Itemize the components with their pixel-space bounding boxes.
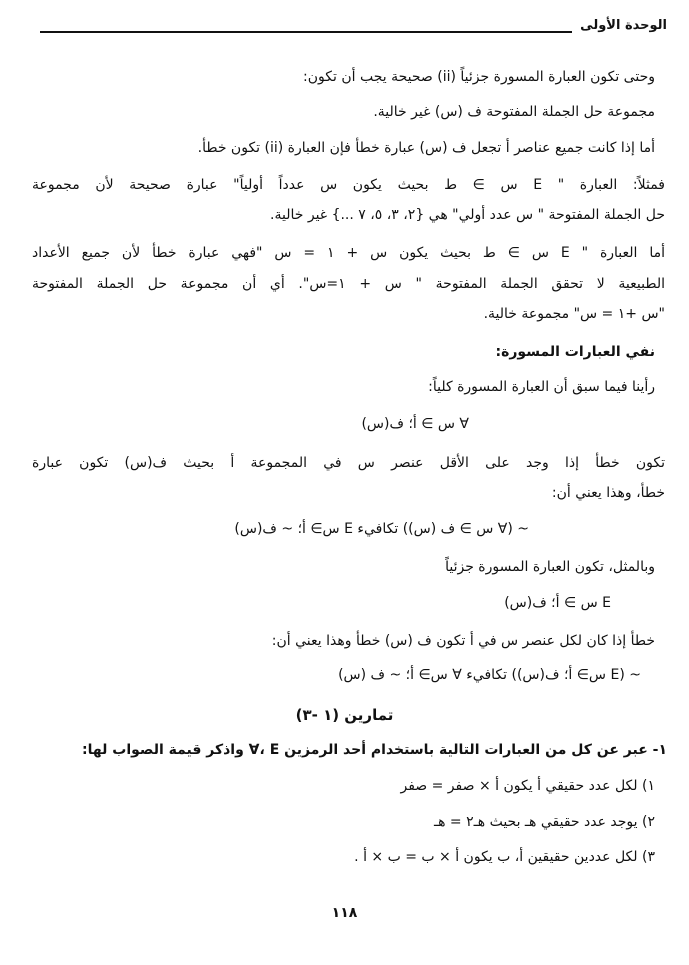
section-heading: نفي العبارات المسورة: [495,344,655,360]
exercise-item: ٣) لكل عددين حقيقين أ، ب يكون أ × ب = ب × أ . [354,849,655,865]
formula-line: ∀ س ∋ أ؛ ف(س) [361,416,469,432]
paragraph-line: أما إذا كانت جميع عناصر أ تجعل ف (س) عبارة خطأ فإن العبارة (ii) تكون خطأ. [197,140,655,156]
page-number: ١١٨ [331,905,358,921]
paragraph-line: خطأ إذا كان لكل عنصر س في أ تكون ف (س) خطأ وهذا يعني أن: [271,633,655,649]
paragraph-line: رأينا فيما سبق أن العبارة المسورة كلياً: [428,379,655,395]
paragraph-line: "س +١ = س" مجموعة خالية. [483,306,665,322]
exercise-item: ١) لكل عدد حقيقي أ يكون أ × صفر = صفر [400,778,655,794]
paragraph-line: حل الجملة المفتوحة " س عدد أولي" هي {٢، ٣، ٥، ٧ ...} غير خالية. [270,207,665,223]
formula-line: E س ∋ أ؛ ف(س) [504,595,611,611]
paragraph-line: خطأ، وهذا يعني أن: [551,485,665,501]
paragraph-line: وبالمثل، تكون العبارة المسورة جزئياً [445,559,655,575]
formula-line: ~ (E س∋ أ؛ ف(س)) تكافيء ∀ س∋ أ؛ ~ ف (س) [338,667,641,683]
formula-line: ~ (∀ س ∋ ف (س)) تكافيء E س∋ أ؛ ~ ف(س) [234,521,529,537]
exercise-question: ١- عبر عن كل من العبارات التالية باستخدام أحد الرمزين E ،∀ واذكر قيمة الصواب لها: [82,742,667,758]
paragraph-line: مجموعة حل الجملة المفتوحة ف (س) غير خالية. [373,104,655,120]
unit-title: الوحدة الأولى [580,18,667,33]
paragraph-line: الطبيعية لا تحقق الجملة المفتوحة " س + ١=س". أي أن مجموعة حل الجملة المفتوحة [32,276,665,292]
exercises-heading: تمارين (١ -٣) [295,706,394,724]
exercise-item: ٢) يوجد عدد حقيقي هـ بحيث هـ٢ = هـ [433,814,655,830]
paragraph-line: وحتى تكون العبارة المسورة جزئياً (ii) صحيحة يجب أن تكون: [303,69,655,85]
page-header [40,18,667,40]
header-rule [40,31,572,33]
paragraph-line: تكون خطأ إذا وجد على الأقل عنصر س في المجموعة أ بحيث ف(س) تكون عبارة [32,455,665,471]
paragraph-line: أما العبارة " E س ∋ ط بحيث يكون س + ١ = س "فهي عبارة خطأ لأن جميع الأعداد [32,245,665,261]
paragraph-line: فمثلاً: العبارة " E س ∋ ط بحيث يكون س عدداً أولياً" عبارة صحيحة لأن مجموعة [32,177,665,193]
